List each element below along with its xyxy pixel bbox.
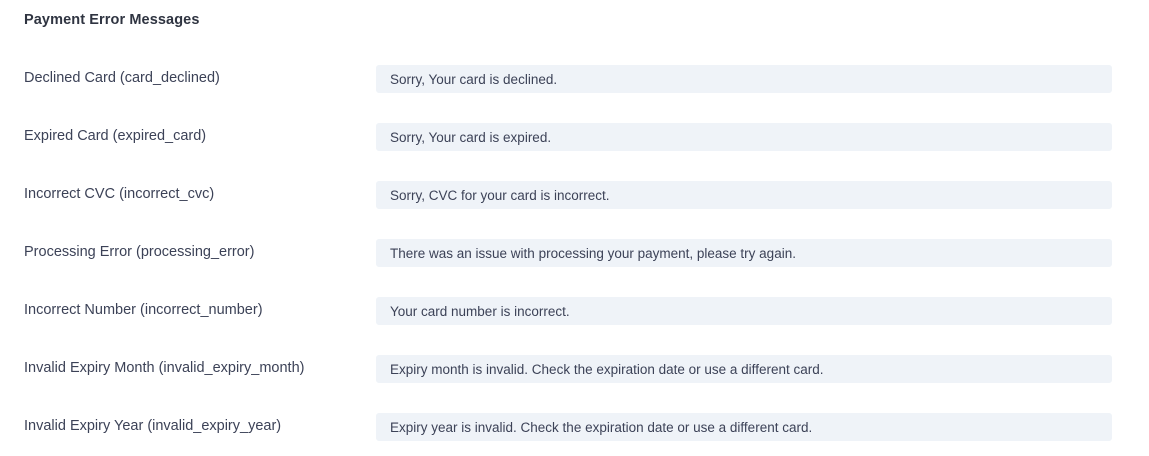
field-wrapper [376,181,1149,209]
settings-row-incorrect-number [0,282,1149,340]
settings-field-list [0,50,1149,456]
invalid-expiry-year-input[interactable] [376,413,1112,441]
field-value: Expiry month is invalid. Check the expiration date or use a different card. [390,361,824,377]
field-label: Declined Card (card_declined) [24,70,220,87]
card-declined-input[interactable] [376,65,1112,93]
field-label: Incorrect Number (incorrect_number) [24,302,263,319]
field-label: Expired Card (expired_card) [24,128,207,145]
field-value: Sorry, Your card is expired. [390,129,552,145]
expired-card-input[interactable] [376,123,1112,151]
incorrect-cvc-input[interactable] [376,181,1112,209]
field-label: Incorrect CVC (incorrect_cvc) [24,186,215,203]
field-wrapper [376,297,1149,325]
settings-row-invalid-expiry-year [0,398,1149,456]
field-wrapper [376,239,1149,267]
page-title: Payment Error Messages [24,12,200,28]
field-value: Your card number is incorrect. [390,303,570,319]
field-wrapper [376,355,1149,383]
processing-error-input[interactable] [376,239,1112,267]
settings-row-incorrect-cvc [0,166,1149,224]
field-label: Invalid Expiry Month (invalid_expiry_month) [24,360,305,377]
invalid-expiry-month-input[interactable] [376,355,1112,383]
field-value: Sorry, CVC for your card is incorrect. [390,187,610,203]
field-value: There was an issue with processing your payment, please try again. [390,245,796,261]
field-value: Sorry, Your card is declined. [390,71,558,87]
field-wrapper [376,65,1149,93]
settings-row-processing-error [0,224,1149,282]
field-wrapper [376,413,1149,441]
settings-row-expired-card [0,108,1149,166]
field-label: Processing Error (processing_error) [24,244,255,261]
settings-row-card-declined [0,50,1149,108]
field-label: Invalid Expiry Year (invalid_expiry_year) [24,418,282,435]
field-value: Expiry year is invalid. Check the expiration date or use a different card. [390,419,813,435]
incorrect-number-input[interactable] [376,297,1112,325]
field-wrapper [376,123,1149,151]
settings-row-invalid-expiry-month [0,340,1149,398]
